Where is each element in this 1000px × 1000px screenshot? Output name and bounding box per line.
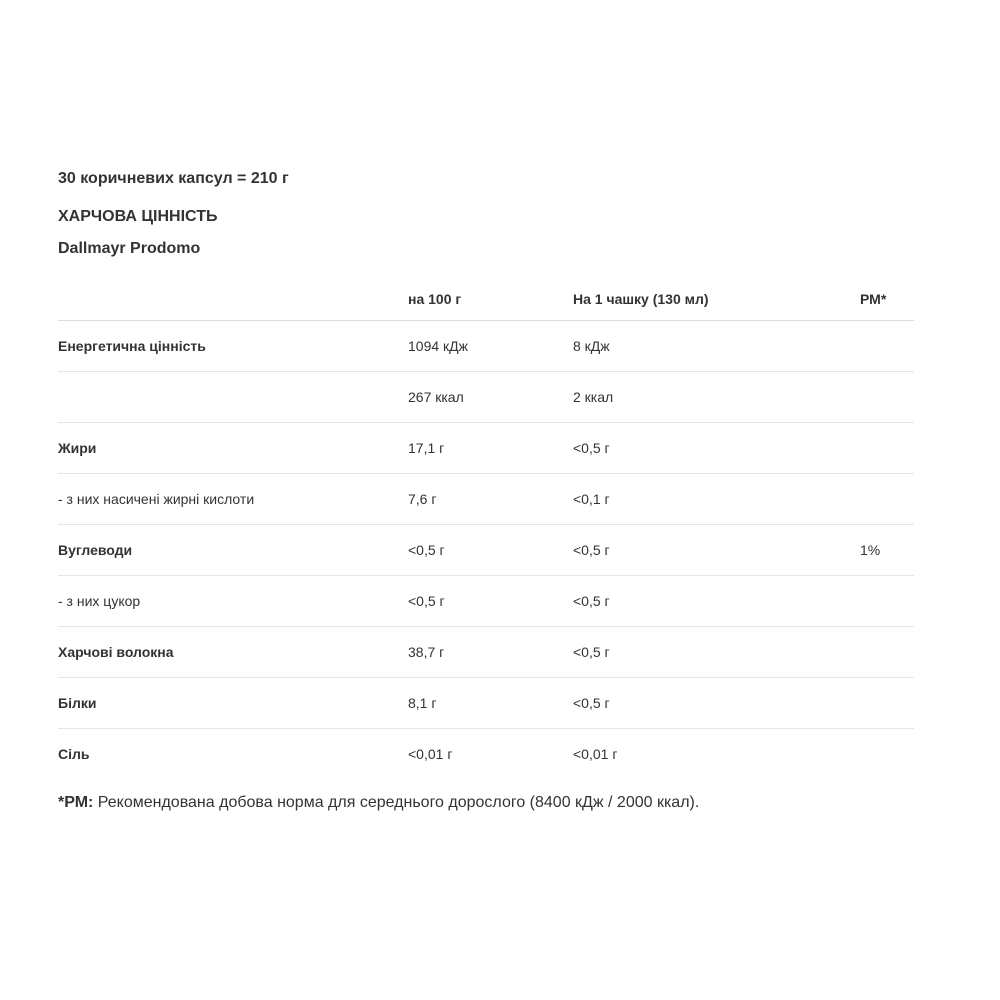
- table-row: [58, 678, 914, 729]
- per-100g-value: 267 ккал: [408, 372, 573, 423]
- nutrition-content: [58, 168, 914, 779]
- rm-value: [860, 423, 914, 474]
- nutrient-label: Білки: [58, 678, 408, 729]
- per-100g-value: <0,5 г: [408, 525, 573, 576]
- column-header-per-cup: На 1 чашку (130 мл): [573, 278, 860, 321]
- per-100g-value: 7,6 г: [408, 474, 573, 525]
- table-row: [58, 474, 914, 525]
- column-header-rm: РМ*: [860, 278, 914, 321]
- rm-value: [860, 729, 914, 780]
- footnote-text: Рекомендована добова норма для середнього дорослого (8400 кДж / 2000 ккал).: [93, 794, 700, 811]
- nutrient-label: - з них насичені жирні кислоти: [58, 474, 408, 525]
- capsule-count-line: 30 коричневих капсул = 210 г: [58, 170, 289, 187]
- column-header-per-100g: на 100 г: [408, 278, 573, 321]
- per-100g-value: <0,01 г: [408, 746, 453, 762]
- table-row: [58, 729, 914, 780]
- footnote-label: *РМ:: [58, 794, 94, 811]
- rm-value: [860, 678, 914, 729]
- table-row: [58, 525, 914, 576]
- rm-value: [860, 627, 914, 678]
- nutrition-table: [58, 278, 914, 779]
- nutrition-heading: ХАРЧОВА ЦІННІСТЬ: [58, 208, 218, 225]
- nutrient-label: Жири: [58, 423, 408, 474]
- nutrient-label: Сіль: [58, 746, 90, 762]
- per-cup-value: 2 ккал: [573, 372, 860, 423]
- footnote: [58, 792, 699, 814]
- per-100g-value: 38,7 г: [408, 627, 573, 678]
- per-100g-value: 1094 кДж: [408, 321, 573, 372]
- table-row: [58, 627, 914, 678]
- table-row: [58, 321, 914, 372]
- nutrient-label: Енергетична цінність: [58, 321, 408, 372]
- per-cup-value: <0,5 г: [573, 576, 860, 627]
- per-cup-value: 8 кДж: [573, 321, 860, 372]
- per-100g-value: 17,1 г: [408, 423, 573, 474]
- per-cup-value: <0,5 г: [573, 627, 860, 678]
- per-cup-value: <0,5 г: [573, 525, 860, 576]
- per-cup-value: <0,5 г: [573, 678, 860, 729]
- per-100g-value: <0,5 г: [408, 576, 573, 627]
- product-name: Dallmayr Prodomo: [58, 240, 201, 257]
- table-row: [58, 576, 914, 627]
- rm-value: [860, 321, 914, 372]
- nutrient-label: - з них цукор: [58, 576, 408, 627]
- table-row: [58, 423, 914, 474]
- rm-value: [860, 372, 914, 423]
- table-row: [58, 372, 914, 423]
- per-100g-value: 8,1 г: [408, 678, 573, 729]
- nutrient-label: Харчові волокна: [58, 627, 408, 678]
- table-header-row: [58, 278, 914, 321]
- rm-value: 1%: [860, 525, 914, 576]
- per-cup-value: <0,01 г: [573, 746, 618, 762]
- per-cup-value: <0,1 г: [573, 474, 860, 525]
- per-cup-value: <0,5 г: [573, 423, 860, 474]
- nutrient-label: [58, 372, 408, 423]
- rm-value: [860, 474, 914, 525]
- rm-value: [860, 576, 914, 627]
- nutrient-label: Вуглеводи: [58, 525, 408, 576]
- column-header-nutrient: [58, 278, 408, 321]
